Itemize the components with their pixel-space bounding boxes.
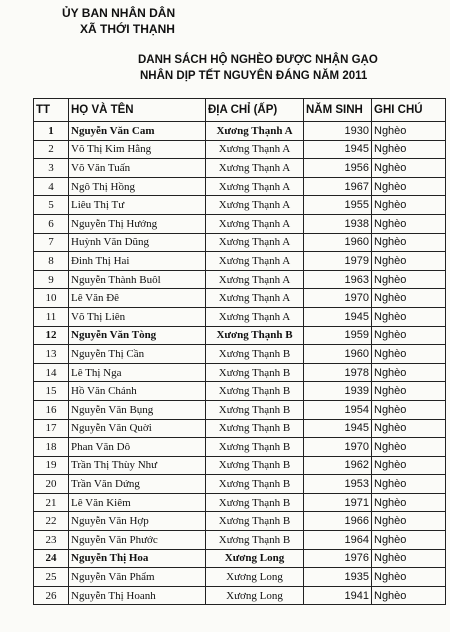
row-birth-year: 1956: [304, 159, 372, 178]
row-full-name: Lê Thị Nga: [69, 363, 206, 382]
row-address: Xương Thạnh B: [206, 438, 304, 457]
row-full-name: Liêu Thị Tư: [69, 196, 206, 215]
row-birth-year: 1941: [304, 586, 372, 605]
row-address: Xương Thạnh A: [206, 233, 304, 252]
row-birth-year: 1954: [304, 400, 372, 419]
row-number: 18: [34, 438, 69, 457]
row-note: Nghèo: [372, 326, 446, 345]
row-birth-year: 1938: [304, 214, 372, 233]
row-note: Nghèo: [372, 456, 446, 475]
row-number: 6: [34, 214, 69, 233]
table-row: [34, 326, 446, 345]
row-note: Nghèo: [372, 196, 446, 215]
row-birth-year: 1978: [304, 363, 372, 382]
row-address: Xương Thạnh A: [206, 177, 304, 196]
table-row: [34, 270, 446, 289]
row-full-name: Nguyễn Văn Cam: [69, 122, 206, 141]
row-number: 25: [34, 568, 69, 587]
commune-name: XÃ THỚI THẠNH: [80, 22, 175, 36]
row-address: Xương Thạnh B: [206, 400, 304, 419]
table-row: [34, 531, 446, 550]
row-address: Xương Thạnh B: [206, 345, 304, 364]
row-full-name: Nguyễn Văn Phẩm: [69, 568, 206, 587]
row-birth-year: 1970: [304, 289, 372, 308]
table-row: [34, 159, 446, 178]
row-full-name: Võ Thị Liên: [69, 307, 206, 326]
row-birth-year: 1964: [304, 531, 372, 550]
document-subtitle: NHÂN DỊP TẾT NGUYÊN ĐÁNG NĂM 2011: [140, 70, 368, 82]
row-note: Nghèo: [372, 586, 446, 605]
row-address: Xương Thạnh B: [206, 382, 304, 401]
table-row: [34, 568, 446, 587]
row-address: Xương Thạnh A: [206, 307, 304, 326]
row-full-name: Trần Thị Thùy Như: [69, 456, 206, 475]
table-row: [34, 456, 446, 475]
row-number: 22: [34, 512, 69, 531]
row-birth-year: 1945: [304, 307, 372, 326]
row-full-name: Nguyễn Văn Phước: [69, 531, 206, 550]
column-header-tt: TT: [34, 99, 69, 122]
row-full-name: Nguyễn Thành Buôl: [69, 270, 206, 289]
row-number: 4: [34, 177, 69, 196]
table-header-row: [34, 99, 446, 122]
row-note: Nghèo: [372, 493, 446, 512]
row-address: Xương Thạnh B: [206, 456, 304, 475]
row-number: 12: [34, 326, 69, 345]
row-note: Nghèo: [372, 159, 446, 178]
row-note: Nghèo: [372, 568, 446, 587]
row-number: 2: [34, 140, 69, 159]
row-note: Nghèo: [372, 475, 446, 494]
row-number: 24: [34, 549, 69, 568]
row-note: Nghèo: [372, 382, 446, 401]
row-birth-year: 1959: [304, 326, 372, 345]
table-row: [34, 586, 446, 605]
row-note: Nghèo: [372, 512, 446, 531]
row-full-name: Trần Văn Dứng: [69, 475, 206, 494]
row-birth-year: 1971: [304, 493, 372, 512]
row-birth-year: 1970: [304, 438, 372, 457]
row-full-name: Nguyễn Văn Tòng: [69, 326, 206, 345]
row-note: Nghèo: [372, 122, 446, 141]
row-number: 1: [34, 122, 69, 141]
row-full-name: Nguyễn Văn Quời: [69, 419, 206, 438]
row-address: Xương Thạnh B: [206, 493, 304, 512]
row-birth-year: 1979: [304, 252, 372, 271]
row-note: Nghèo: [372, 400, 446, 419]
table-row: [34, 196, 446, 215]
row-birth-year: 1960: [304, 233, 372, 252]
row-address: Xương Long: [206, 568, 304, 587]
row-number: 17: [34, 419, 69, 438]
row-number: 3: [34, 159, 69, 178]
row-birth-year: 1962: [304, 456, 372, 475]
table-row: [34, 419, 446, 438]
table-row: [34, 400, 446, 419]
row-birth-year: 1953: [304, 475, 372, 494]
row-note: Nghèo: [372, 531, 446, 550]
row-full-name: Nguyễn Thị Hoa: [69, 549, 206, 568]
row-birth-year: 1945: [304, 140, 372, 159]
row-number: 11: [34, 307, 69, 326]
household-table: [33, 98, 446, 605]
column-header-birth-year: NĂM SINH: [304, 99, 372, 122]
row-address: Xương Long: [206, 549, 304, 568]
row-address: Xương Thạnh A: [206, 159, 304, 178]
row-number: 23: [34, 531, 69, 550]
row-address: Xương Thạnh B: [206, 512, 304, 531]
row-note: Nghèo: [372, 140, 446, 159]
row-address: Xương Thạnh A: [206, 270, 304, 289]
row-birth-year: 1955: [304, 196, 372, 215]
column-header-name: HỌ VÀ TÊN: [69, 99, 206, 122]
row-birth-year: 1967: [304, 177, 372, 196]
row-number: 10: [34, 289, 69, 308]
table-row: [34, 345, 446, 364]
row-full-name: Võ Thị Kim Hằng: [69, 140, 206, 159]
row-number: 9: [34, 270, 69, 289]
table-row: [34, 289, 446, 308]
row-note: Nghèo: [372, 345, 446, 364]
row-full-name: Lê Văn Kiêm: [69, 493, 206, 512]
document-title: DANH SÁCH HỘ NGHÈO ĐƯỢC NHẬN GẠO: [138, 54, 378, 66]
row-birth-year: 1930: [304, 122, 372, 141]
row-number: 15: [34, 382, 69, 401]
row-note: Nghèo: [372, 419, 446, 438]
column-header-address: ĐỊA CHỈ (ẤP): [206, 99, 304, 122]
table-row: [34, 382, 446, 401]
row-full-name: Ngô Thị Hồng: [69, 177, 206, 196]
row-note: Nghèo: [372, 289, 446, 308]
row-number: 8: [34, 252, 69, 271]
row-address: Xương Thạnh A: [206, 122, 304, 141]
row-note: Nghèo: [372, 177, 446, 196]
row-full-name: Nguyễn Thị Hoanh: [69, 586, 206, 605]
row-number: 7: [34, 233, 69, 252]
row-full-name: Lê Văn Đê: [69, 289, 206, 308]
row-full-name: Nguyễn Thị Cần: [69, 345, 206, 364]
row-address: Xương Thạnh B: [206, 363, 304, 382]
row-note: Nghèo: [372, 363, 446, 382]
row-address: Xương Thạnh B: [206, 326, 304, 345]
row-number: 13: [34, 345, 69, 364]
row-note: Nghèo: [372, 252, 446, 271]
row-note: Nghèo: [372, 549, 446, 568]
table-row: [34, 549, 446, 568]
table-row: [34, 438, 446, 457]
row-birth-year: 1939: [304, 382, 372, 401]
row-address: Xương Thạnh B: [206, 419, 304, 438]
table-row: [34, 475, 446, 494]
table-row: [34, 307, 446, 326]
row-number: 14: [34, 363, 69, 382]
row-full-name: Phan Văn Dô: [69, 438, 206, 457]
row-birth-year: 1966: [304, 512, 372, 531]
table-row: [34, 493, 446, 512]
column-header-note: GHI CHÚ: [372, 99, 446, 122]
row-number: 20: [34, 475, 69, 494]
row-note: Nghèo: [372, 270, 446, 289]
row-birth-year: 1976: [304, 549, 372, 568]
row-number: 21: [34, 493, 69, 512]
row-number: 16: [34, 400, 69, 419]
row-birth-year: 1935: [304, 568, 372, 587]
row-note: Nghèo: [372, 307, 446, 326]
row-address: Xương Thạnh A: [206, 140, 304, 159]
row-address: Xương Thạnh A: [206, 196, 304, 215]
row-birth-year: 1963: [304, 270, 372, 289]
table-row: [34, 177, 446, 196]
row-full-name: Nguyễn Văn Hợp: [69, 512, 206, 531]
row-birth-year: 1945: [304, 419, 372, 438]
row-birth-year: 1960: [304, 345, 372, 364]
table-row: [34, 233, 446, 252]
row-number: 19: [34, 456, 69, 475]
row-full-name: Nguyễn Thị Hướng: [69, 214, 206, 233]
table-row: [34, 140, 446, 159]
row-note: Nghèo: [372, 214, 446, 233]
organization-name: ỦY BAN NHÂN DÂN: [62, 6, 176, 20]
table-row: [34, 363, 446, 382]
row-full-name: Hồ Văn Chánh: [69, 382, 206, 401]
table-row: [34, 512, 446, 531]
row-number: 26: [34, 586, 69, 605]
row-number: 5: [34, 196, 69, 215]
table-row: [34, 252, 446, 271]
row-full-name: Nguyễn Văn Bụng: [69, 400, 206, 419]
row-note: Nghèo: [372, 233, 446, 252]
table-row: [34, 122, 446, 141]
row-address: Xương Long: [206, 586, 304, 605]
row-address: Xương Thạnh B: [206, 475, 304, 494]
row-address: Xương Thạnh A: [206, 214, 304, 233]
row-address: Xương Thạnh A: [206, 252, 304, 271]
row-full-name: Võ Văn Tuấn: [69, 159, 206, 178]
table-row: [34, 214, 446, 233]
row-address: Xương Thạnh A: [206, 289, 304, 308]
row-address: Xương Thạnh B: [206, 531, 304, 550]
row-note: Nghèo: [372, 438, 446, 457]
row-full-name: Huỳnh Văn Dũng: [69, 233, 206, 252]
row-full-name: Đinh Thị Hai: [69, 252, 206, 271]
